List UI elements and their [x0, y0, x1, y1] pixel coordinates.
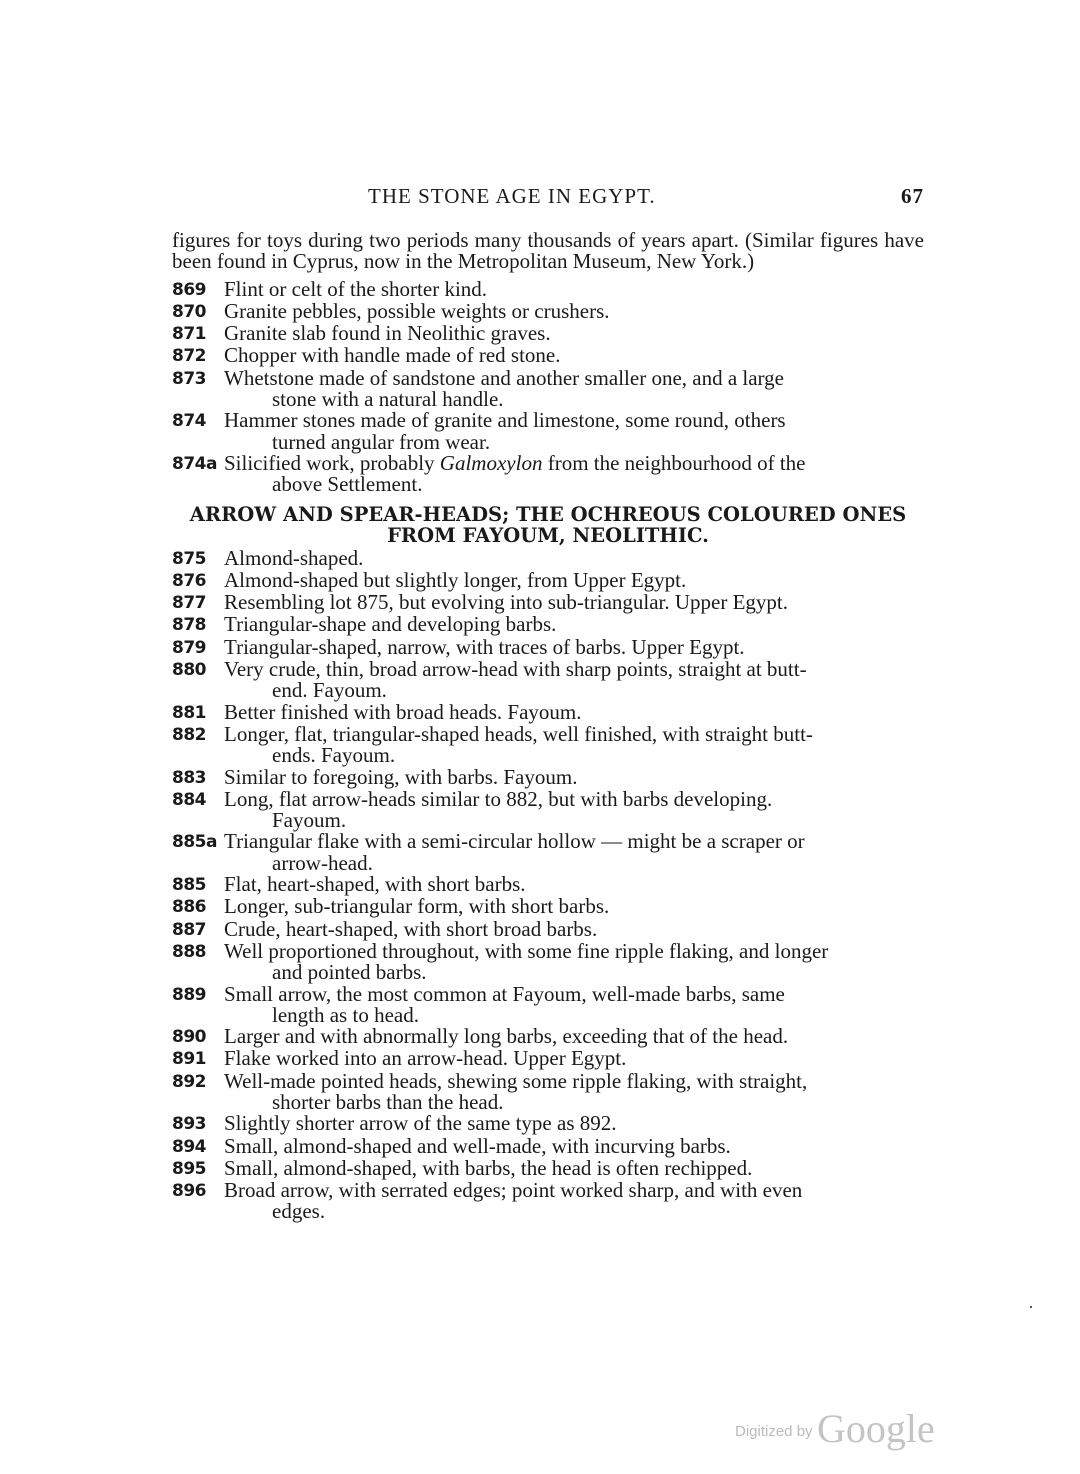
- lot-number: 880: [172, 660, 206, 681]
- lot-number: 879: [172, 637, 206, 658]
- google-logo: Google: [817, 1406, 935, 1451]
- list-item: [172, 764, 924, 789]
- scan-speck: [1030, 1306, 1032, 1308]
- list-item: [172, 592, 924, 614]
- list-item: [172, 1026, 924, 1048]
- lot-number: 877: [172, 593, 206, 614]
- lot-description: Granite pebbles, possible weights or crushers.: [224, 298, 610, 323]
- lot-description: Very crude, thin, broad arrow-head with sharp points, straight at butt- end. Fayoum.: [224, 657, 807, 703]
- running-title: THE STONE AGE IN EGYPT.: [368, 184, 656, 208]
- lot-number: 896: [172, 1181, 206, 1202]
- lot-number: 887: [172, 919, 206, 940]
- page-number: 67: [901, 184, 924, 208]
- lot-number: 876: [172, 570, 206, 591]
- lot-description: Chopper with handle made of red stone.: [224, 343, 561, 368]
- lot-number: 870: [172, 301, 206, 322]
- list-item: [172, 1133, 924, 1158]
- list-item: [172, 545, 924, 570]
- genus-name: Galmoxylon: [439, 450, 543, 475]
- list-item: [172, 345, 924, 367]
- lot-number: 885a: [172, 832, 217, 853]
- lot-number: 875: [172, 548, 206, 569]
- lot-number: 871: [172, 324, 206, 345]
- entry-list-stone-tools: [172, 276, 924, 454]
- lot-number: 886: [172, 897, 206, 918]
- lot-number: 889: [172, 984, 206, 1005]
- lot-description: Resembling lot 875, but evolving into sub-triangular. Upper Egypt.: [224, 590, 789, 615]
- lot-description: Slightly shorter arrow of the same type as 892.: [224, 1111, 617, 1136]
- lot-number: 884: [172, 789, 206, 810]
- lot-description: Whetstone made of sandstone and another smaller one, and a large stone with a natural handle.: [224, 365, 784, 412]
- lot-number: 895: [172, 1158, 206, 1179]
- lot-number: 883: [172, 767, 206, 788]
- lot-number: 890: [172, 1027, 206, 1048]
- list-item: [172, 323, 924, 345]
- lot-description: Well-made pointed heads, shewing some ripple flaking, with straight, shorter barbs than the head.: [224, 1068, 808, 1114]
- lot-description: Small arrow, the most common at Fayoum, well-made barbs, same length as to head.: [224, 981, 785, 1027]
- list-item: [172, 1068, 924, 1114]
- list-item: [172, 896, 924, 918]
- lot-description: Triangular flake with a semi-circular hollow — might be a scraper or arrow-head.: [224, 829, 805, 875]
- lot-number: 872: [172, 346, 206, 367]
- lot-description: Larger and with abnormally long barbs, exceeding that of the head.: [224, 1024, 789, 1049]
- lot-description: Triangular-shaped, narrow, with traces of barbs. Upper Egypt.: [224, 634, 745, 659]
- lot-number: 893: [172, 1114, 206, 1135]
- list-item: [172, 410, 924, 453]
- section-heading: ARROW AND SPEAR-HEADS; THE OCHREOUS COLOURED ONES FROM FAYOUM, NEOLITHIC.: [189, 502, 907, 547]
- list-item: [172, 614, 924, 636]
- lot-number: 874: [172, 411, 206, 432]
- book-page: [172, 180, 924, 1223]
- lot-description: Granite slab found in Neolithic graves.: [224, 321, 551, 346]
- lot-description: Almond-shaped.: [224, 545, 364, 570]
- entry-874a: [172, 450, 924, 497]
- lot-description: Better finished with broad heads. Fayoum.: [224, 699, 582, 724]
- list-item: [172, 874, 924, 896]
- intro-paragraph: figures for toys during two periods many thousands of years apart. (Similar figures have been found in Cyprus, now in the Metropolitan Museum, New York.): [172, 228, 924, 274]
- digitized-by-google-watermark: Digitized by Google: [735, 1406, 935, 1451]
- lot-description: Flint or celt of the shorter kind.: [224, 276, 488, 301]
- list-item: [172, 1048, 924, 1070]
- lot-number: 891: [172, 1049, 206, 1070]
- list-item: [172, 365, 924, 412]
- lot-number: 869: [172, 279, 206, 300]
- list-item: [172, 1180, 924, 1223]
- lot-description: Triangular-shape and developing barbs.: [224, 612, 557, 637]
- lot-number: 873: [172, 368, 206, 389]
- list-item: [172, 634, 924, 659]
- lot-description: Broad arrow, with serrated edges; point worked sharp, and with even edges.: [224, 1178, 803, 1224]
- list-item: [172, 786, 924, 833]
- list-item: [172, 1155, 924, 1180]
- list-item: [172, 298, 924, 323]
- lot-description: Small, almond-shaped, with barbs, the head is often rechipped.: [224, 1155, 753, 1180]
- running-head: [172, 180, 924, 214]
- entry-list-arrowheads: [172, 545, 924, 1224]
- list-item: [172, 831, 924, 874]
- list-item: [172, 721, 924, 768]
- lot-number: 888: [172, 941, 206, 962]
- lot-description: Well proportioned throughout, with some fine ripple flaking, and longer and pointed barbs.: [224, 938, 829, 985]
- list-item: [172, 981, 924, 1027]
- lot-description: Longer, sub-triangular form, with short barbs.: [224, 894, 610, 919]
- lot-number: 874a: [172, 453, 217, 474]
- lot-description: Hammer stones made of granite and limestone, some round, others turned angular from wear.: [224, 408, 786, 454]
- lot-description: Flake worked into an arrow-head. Upper Egypt.: [224, 1046, 627, 1071]
- lot-number: 892: [172, 1071, 206, 1092]
- list-item: [172, 938, 924, 985]
- lot-number: 885: [172, 875, 206, 896]
- list-item: [172, 916, 924, 941]
- list-item: [172, 276, 924, 301]
- lot-description: Longer, flat, triangular-shaped heads, well finished, with straight butt- ends. Fayoum.: [224, 721, 813, 768]
- lot-description: Similar to foregoing, with barbs. Fayoum.: [224, 764, 578, 789]
- list-item: [172, 1113, 924, 1135]
- lot-number: 881: [172, 702, 206, 723]
- list-item: [172, 659, 924, 702]
- lot-number: 894: [172, 1136, 206, 1157]
- list-item: [172, 699, 924, 724]
- list-item: [172, 567, 924, 592]
- lot-description: Crude, heart-shaped, with short broad barbs.: [224, 916, 598, 941]
- lot-number: 882: [172, 724, 206, 745]
- lot-description: Flat, heart-shaped, with short barbs.: [224, 872, 526, 897]
- lot-description: Small, almond-shaped and well-made, with incurving barbs.: [224, 1133, 731, 1158]
- lot-description: Almond-shaped but slightly longer, from Upper Egypt.: [224, 567, 687, 592]
- lot-number: 878: [172, 615, 206, 636]
- lot-description: Long, flat arrow-heads similar to 882, but with barbs developing. Fayoum.: [224, 786, 773, 833]
- lot-description: Silicified work, probably Galmoxylon from the neighbourhood of the above Settlement.: [224, 450, 806, 497]
